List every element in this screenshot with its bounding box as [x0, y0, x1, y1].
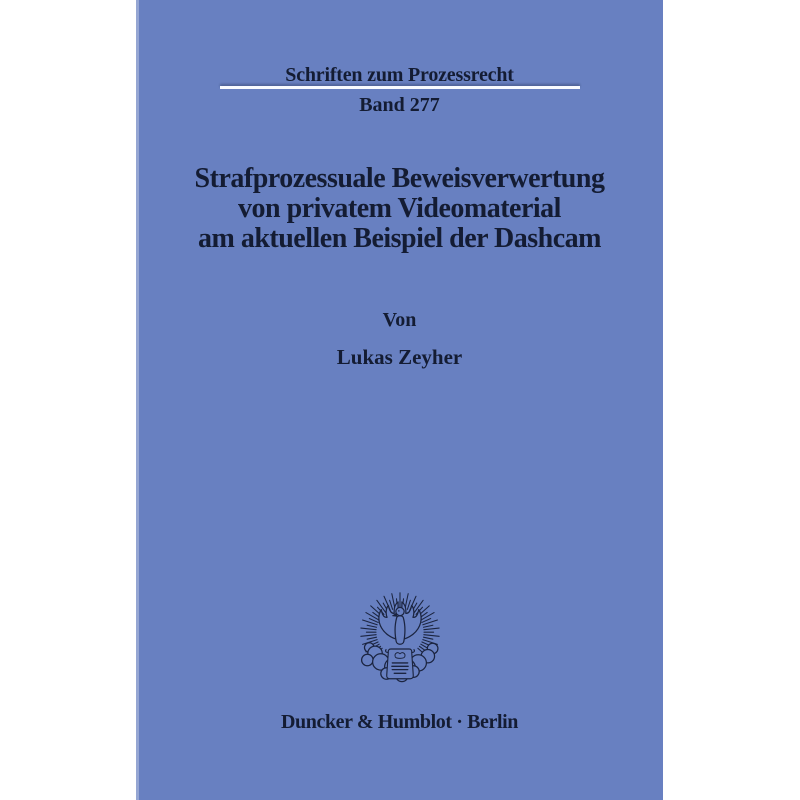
- motto-scroll-icon: [385, 649, 414, 679]
- phoenix-bird-icon: [378, 602, 420, 644]
- series-divider-rule: [220, 86, 580, 89]
- publisher-line: Duncker & Humblot · Berlin: [280, 711, 519, 733]
- book-title-line-2: von privatem Videomaterial: [238, 193, 561, 224]
- book-title: [136, 164, 663, 254]
- author-name: Lukas Zeyher: [336, 345, 463, 369]
- book-title-line-1: Strafprozessuale Beweisverwertung: [194, 163, 605, 194]
- series-volume: Band 277: [359, 94, 440, 116]
- byline-label: Von: [382, 309, 417, 331]
- book-title-line-3: am aktuellen Beispiel der Dashcam: [198, 223, 601, 254]
- book-cover: [136, 0, 663, 800]
- publisher-emblem: [352, 588, 448, 686]
- cover-left-edge-highlight: [136, 0, 139, 800]
- series-title: Schriften zum Prozessrecht: [285, 64, 514, 86]
- phoenix-sunburst-icon: [352, 588, 448, 686]
